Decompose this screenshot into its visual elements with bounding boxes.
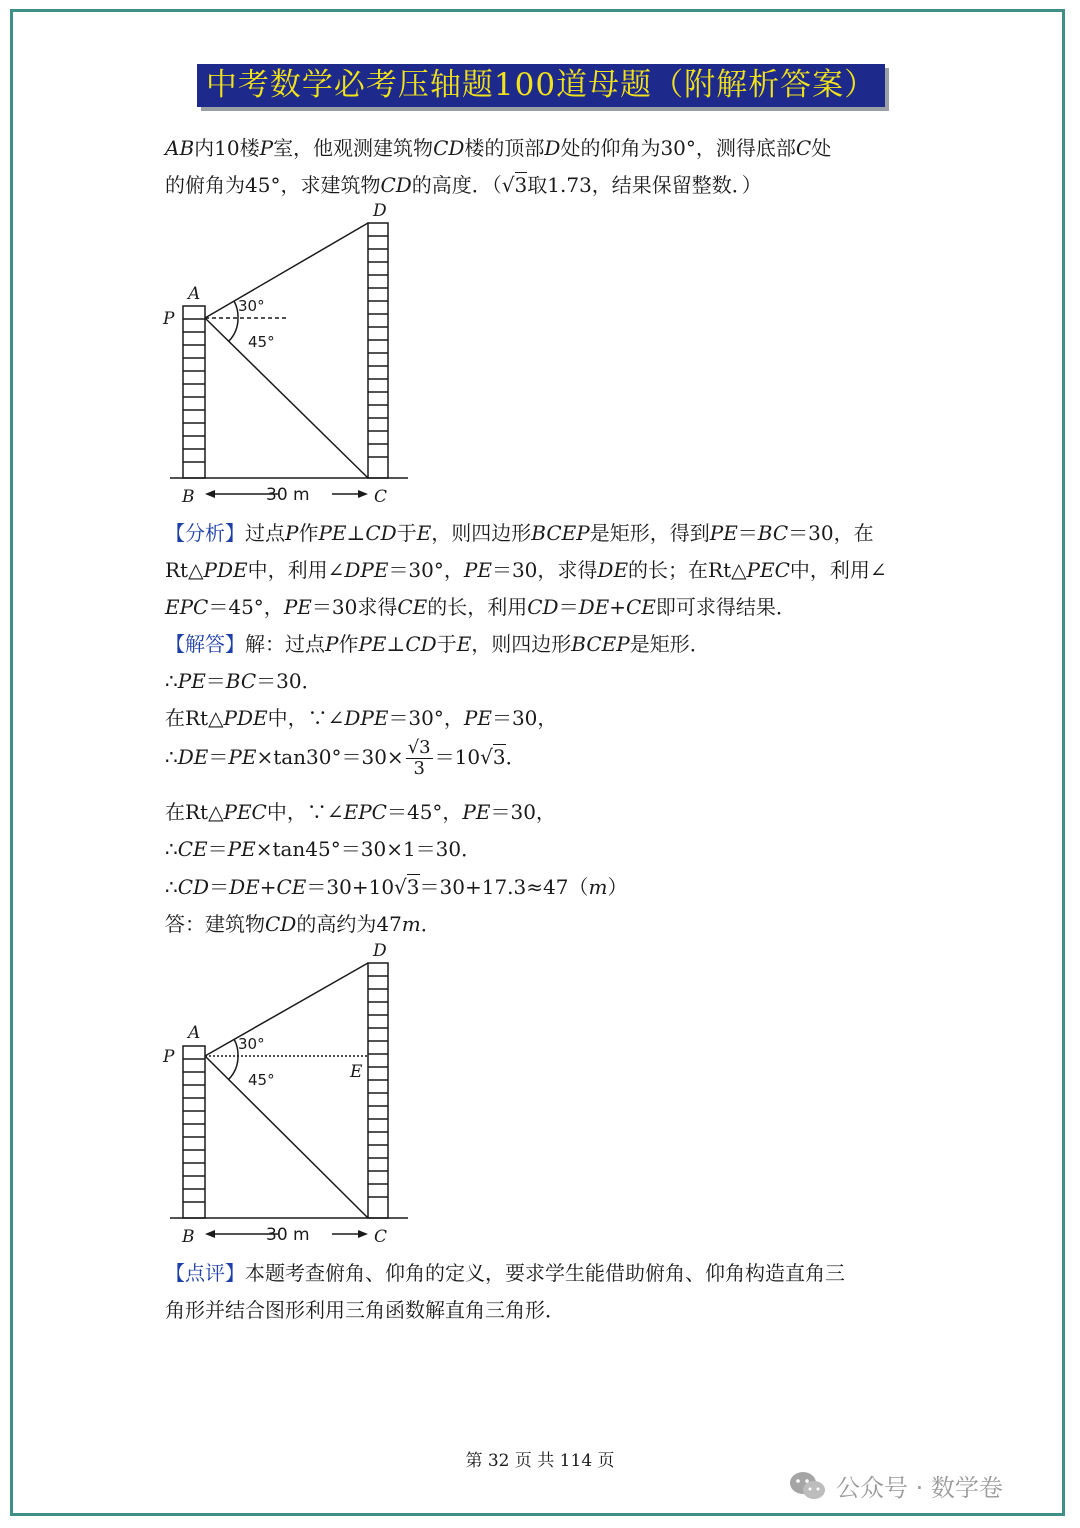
comment-tag: 【点评】 — [165, 1261, 245, 1285]
dimension-arrow-left — [205, 490, 215, 498]
dimension-arrow-right — [358, 490, 368, 498]
dimension-arrow-right — [358, 1230, 368, 1238]
label-b: B — [182, 487, 195, 507]
distance-label: 30 m — [266, 1225, 310, 1245]
line-of-sight-pc — [205, 318, 368, 478]
solution-line-1: 【解答】解：过点P作PE⊥CD于E，则四边形BCEP是矩形． — [165, 632, 710, 656]
solution-line-3: 在Rt△PDE中，∵∠DPE＝30°，PE＝30， — [165, 706, 558, 730]
angle-label-45: 45° — [248, 1071, 275, 1089]
angle-arc-45 — [229, 318, 238, 341]
label-c: C — [374, 1227, 388, 1247]
label-d: D — [373, 941, 387, 961]
problem-line-2: 的俯角为45°，求建筑物CD的高度．（√3取1.73，结果保留整数．） — [165, 173, 762, 197]
solution-tag: 【解答】 — [165, 632, 245, 656]
analysis-line-2: Rt△PDE中，利用∠DPE＝30°，PE＝30，求得DE的长；在Rt△PEC中，利用∠ — [165, 558, 887, 582]
wechat-icon — [788, 1470, 828, 1502]
page-number: 第 32 页 共 114 页 — [465, 1451, 615, 1471]
line-of-sight-pd — [205, 223, 368, 318]
label-b: B — [182, 1227, 195, 1247]
solution-line-5: 在Rt△PEC中，∵∠EPC＝45°，PE＝30， — [165, 800, 556, 824]
fraction-sqrt3-over-3: $\frac{√3}{3}$ — [407, 737, 431, 779]
analysis-line-3: EPC＝45°，PE＝30求得CE的长，利用CD＝DE+CE即可求得结果． — [165, 595, 796, 619]
label-e: E — [350, 1062, 363, 1082]
solution-answer-line: 答：建筑物CD的高约为47m． — [165, 912, 441, 936]
analysis-line-1: 【分析】过点P作PE⊥CD于E，则四边形BCEP是矩形，得到PE＝BC＝30，在 — [165, 521, 874, 545]
label-d: D — [373, 201, 387, 221]
watermark — [788, 1468, 1003, 1503]
analysis-tag: 【分析】 — [165, 521, 245, 545]
label-p: P — [163, 1047, 175, 1067]
comment-line-1: 【点评】本题考查俯角、仰角的定义，要求学生能借助俯角、仰角构造直角三 — [165, 1261, 845, 1285]
dimension-arrow-left — [205, 1230, 215, 1238]
solution-line-6: ∴CE＝PE×tan45°＝30×1＝30． — [165, 837, 482, 861]
problem-line-1: AB内10楼P室，他观测建筑物CD楼的顶部D处的仰角为30°，测得底部C处 — [165, 136, 832, 160]
page-title: 中考数学必考压轴题100道母题（附解析答案） — [197, 64, 885, 107]
figure-1 — [160, 198, 420, 510]
label-a: A — [188, 1023, 201, 1043]
label-c: C — [374, 487, 388, 507]
figure-2 — [160, 938, 420, 1250]
solution-line-4: ∴DE＝PE×tan30°＝30× $\frac{√3}{3}$ ＝10√3． — [165, 737, 526, 779]
comment-line-2: 角形并结合图形利用三角函数解直角三角形． — [165, 1298, 565, 1322]
angle-arc-45 — [229, 1056, 238, 1079]
solution-line-7: ∴CD＝DE+CE＝30+10√3＝30+17.3≈47（m） — [165, 875, 628, 899]
label-a: A — [188, 284, 201, 304]
angle-label-45: 45° — [248, 333, 275, 351]
watermark-text: 公众号 · 数学卷 — [836, 1474, 1003, 1502]
angle-label-30: 30° — [238, 1035, 265, 1053]
line-of-sight-pd — [205, 963, 368, 1056]
distance-label: 30 m — [266, 485, 310, 505]
angle-label-30: 30° — [238, 297, 265, 315]
solution-line-2: ∴PE＝BC＝30． — [165, 669, 322, 693]
line-of-sight-pc — [205, 1056, 368, 1218]
label-p: P — [163, 309, 175, 329]
